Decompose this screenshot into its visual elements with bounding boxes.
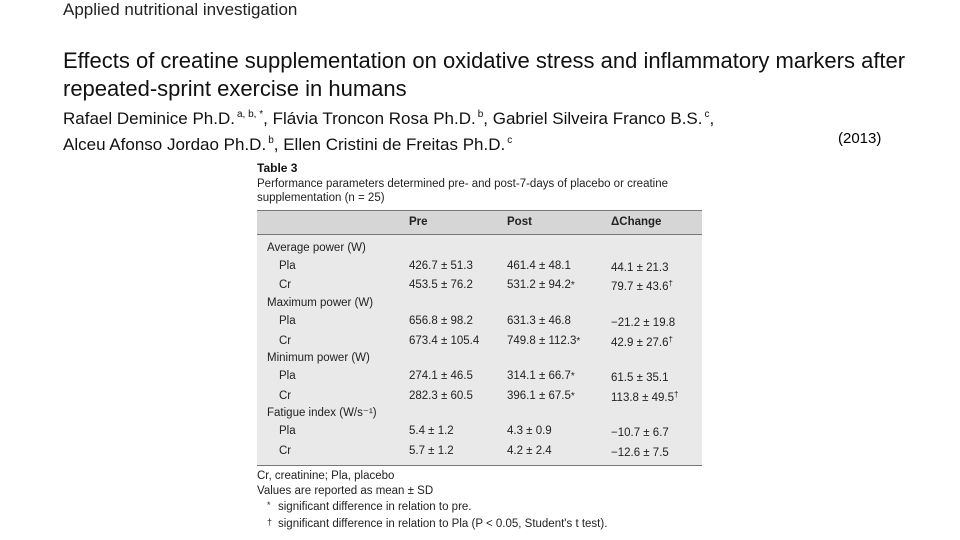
cell-change — [611, 387, 702, 407]
cell-change-value: 61.5 ± 35.1 — [611, 371, 669, 384]
cell-post — [507, 257, 611, 277]
group-label: Maximum power (W) — [267, 297, 374, 310]
row-label: Pla — [279, 314, 296, 327]
author-affiliation[interactable]: a, b, * — [236, 109, 264, 120]
significance-mark: * — [570, 280, 575, 292]
author-separator: , — [483, 109, 493, 128]
table-row — [257, 332, 702, 352]
table-row — [257, 442, 702, 466]
cell-change-value: −12.6 ± 7.5 — [611, 446, 669, 459]
cell-change — [611, 257, 702, 277]
article-title: Effects of creatine supplementation on oxidative stress and inflammatory markers after repeated-sprint exercise in humans — [63, 47, 906, 101]
footnote-values: Values are reported as mean ± SD — [257, 484, 434, 497]
footnote-mark: * — [267, 500, 271, 511]
row-label: Pla — [279, 259, 296, 272]
footnote-star — [257, 498, 702, 515]
author-affiliation[interactable]: b — [268, 135, 274, 146]
table-row — [257, 367, 702, 387]
author-name: Rafael Deminice Ph.D. — [63, 109, 235, 128]
author-separator: , — [263, 109, 273, 128]
table-block — [257, 161, 702, 531]
cell-change-value: 79.7 ± 43.6 — [611, 281, 669, 294]
table-group-row — [257, 351, 702, 367]
author-affiliation[interactable]: c — [704, 109, 710, 120]
table-row — [257, 312, 702, 332]
author-list — [63, 104, 923, 156]
footnote-mark: † — [267, 516, 273, 527]
cell-change — [611, 312, 702, 332]
significance-mark: † — [668, 334, 673, 344]
cell-pre: 453.5 ± 76.2 — [409, 279, 473, 292]
cell-post-value: 461.4 ± 48.1 — [507, 259, 571, 272]
author-name: Ellen Cristini de Freitas Ph.D. — [283, 135, 506, 154]
cell-post-value: 314.1 ± 66.7 — [507, 369, 571, 382]
author-name: Gabriel Silveira Franco B.S. — [492, 109, 703, 128]
significance-mark: * — [576, 335, 581, 347]
row-label: Pla — [279, 425, 296, 438]
publication-year: (2013) — [838, 130, 882, 147]
cell-change-value: 44.1 ± 21.3 — [611, 261, 669, 274]
cell-post — [507, 422, 611, 442]
cell-change — [611, 332, 702, 352]
cell-change — [611, 422, 702, 442]
table-group-row — [257, 296, 702, 312]
cell-pre: 282.3 ± 60.5 — [409, 389, 473, 402]
cell-change-value: −10.7 ± 6.7 — [611, 427, 669, 440]
cell-post-value: 4.3 ± 0.9 — [507, 425, 552, 438]
column-header-label — [257, 211, 409, 235]
footnote-dagger — [257, 515, 702, 532]
cell-post — [507, 312, 611, 332]
cell-post-value: 531.2 ± 94.2 — [507, 279, 571, 292]
table-row — [257, 276, 702, 296]
section-label: Applied nutritional investigation — [63, 0, 298, 19]
cell-pre: 656.8 ± 98.2 — [409, 314, 473, 327]
table-group-row — [257, 235, 702, 257]
cell-post-value: 4.2 ± 2.4 — [507, 444, 552, 457]
cell-post — [507, 367, 611, 387]
author-separator: , — [273, 135, 284, 154]
cell-change — [611, 367, 702, 387]
table-label: Table 3 — [257, 161, 298, 175]
significance-mark: * — [570, 370, 575, 382]
group-label: Average power (W) — [267, 242, 366, 254]
cell-post — [507, 387, 611, 407]
cell-post — [507, 442, 611, 466]
cell-pre: 5.4 ± 1.2 — [409, 425, 454, 438]
cell-post — [507, 276, 611, 296]
cell-change-value: −21.2 ± 19.8 — [611, 316, 676, 329]
cell-pre: 274.1 ± 46.5 — [409, 369, 473, 382]
column-header-post: Post — [507, 211, 611, 235]
cell-post-value: 396.1 ± 67.5 — [507, 389, 571, 402]
footnote-text: significant difference in relation to pre. — [278, 501, 472, 514]
cell-pre: 5.7 ± 1.2 — [409, 444, 454, 457]
column-header-change: ΔChange — [611, 211, 702, 235]
row-label: Pla — [279, 369, 296, 382]
cell-post-value: 631.3 ± 46.8 — [507, 314, 571, 327]
cell-post — [507, 332, 611, 352]
table-caption: Performance parameters determined pre- and post-7-days of placebo or creatine supplementation (n = 25) — [257, 178, 669, 204]
row-label: Cr — [279, 334, 292, 347]
footnote-text: significant difference in relation to Pla (P < 0.05, Student's t test). — [278, 517, 608, 530]
author-name: Flávia Troncon Rosa Ph.D. — [272, 109, 476, 128]
table-footnotes — [257, 469, 702, 531]
group-label: Fatigue index (W/s⁻¹) — [267, 407, 377, 420]
performance-table — [257, 210, 702, 466]
cell-post-value: 749.8 ± 112.3 — [507, 334, 577, 347]
row-label: Cr — [279, 389, 292, 402]
cell-change-value: 113.8 ± 49.5 — [611, 391, 675, 404]
table-row — [257, 387, 702, 407]
cell-change — [611, 442, 702, 466]
cell-pre: 673.4 ± 105.4 — [409, 334, 480, 347]
table-row — [257, 257, 702, 277]
cell-change-value: 42.9 ± 27.6 — [611, 336, 669, 349]
significance-mark: † — [668, 279, 673, 289]
column-header-pre: Pre — [409, 211, 507, 235]
table-group-row — [257, 406, 702, 422]
significance-mark: † — [674, 389, 679, 399]
cell-change — [611, 276, 702, 296]
row-label: Cr — [279, 444, 292, 457]
cell-pre: 426.7 ± 51.3 — [409, 259, 473, 272]
significance-mark: * — [570, 390, 575, 402]
author-separator: , — [709, 109, 715, 128]
author-affiliation[interactable]: b — [477, 109, 484, 120]
group-label: Minimum power (W) — [267, 352, 370, 365]
row-label: Cr — [279, 279, 292, 292]
table-row — [257, 422, 702, 442]
footnote-abbreviations: Cr, creatinine; Pla, placebo — [257, 470, 395, 483]
author-name: Alceu Afonso Jordao Ph.D. — [63, 135, 267, 154]
table-header-row — [257, 211, 702, 235]
author-affiliation[interactable]: c — [507, 135, 513, 146]
